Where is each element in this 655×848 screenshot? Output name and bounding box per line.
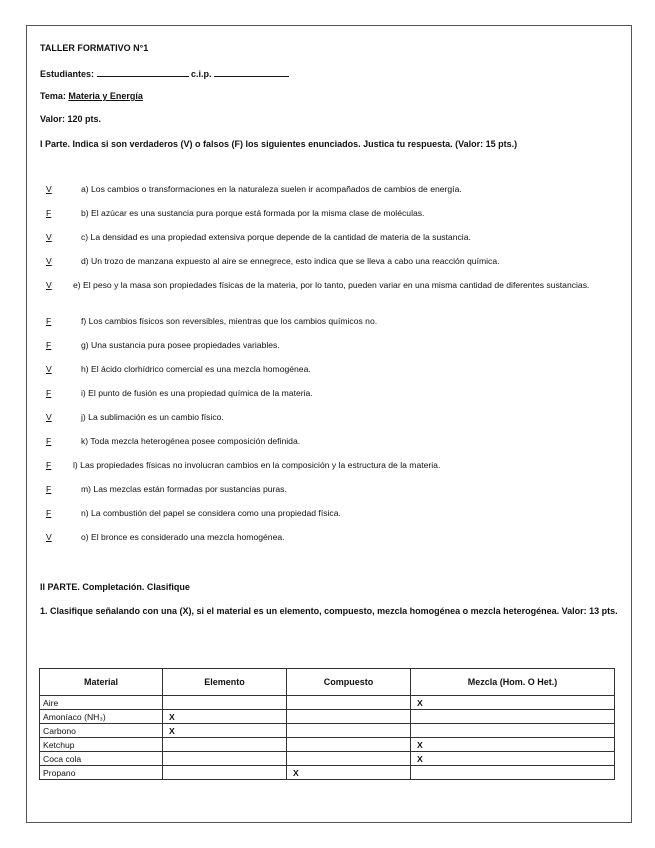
table-row — [40, 724, 615, 738]
col-header-mixture: Mezcla (Hom. O Het.) — [411, 669, 615, 696]
mark-cell[interactable] — [287, 710, 411, 724]
tf-item — [40, 255, 499, 267]
tf-statement: a) Los cambios o transformaciones en la naturaleza suelen ir acompañados de cambios de energía. — [81, 184, 462, 194]
cip-label: c.i.p. — [191, 69, 212, 79]
mark-cell[interactable] — [163, 696, 287, 710]
material-cell: Amoníaco (NH₃) — [40, 710, 163, 724]
col-header-element: Elemento — [163, 669, 287, 696]
tf-statement: k) Toda mezcla heterogénea posee composición definida. — [81, 436, 301, 446]
tf-answer[interactable]: V — [46, 364, 52, 374]
tf-answer[interactable]: F — [46, 388, 52, 398]
tf-statement: e) El peso y la masa son propiedades físicas de la materia, por lo tanto, pueden variar en una misma cantidad de diferentes sustancias. — [73, 280, 590, 290]
table-row — [40, 738, 615, 752]
topic-label: Tema: — [40, 91, 66, 101]
tf-statement: d) Un trozo de manzana expuesto al aire se ennegrece, esto indica que se lleva a cabo una reacción química. — [81, 256, 500, 266]
tf-item — [40, 387, 313, 399]
cip-blank[interactable] — [214, 67, 289, 77]
tf-item — [40, 231, 471, 243]
tf-item — [40, 507, 341, 519]
tf-statement: n) La combustión del papel se considera como una propiedad física. — [81, 508, 341, 518]
students-label: Estudiantes: — [40, 69, 95, 79]
col-header-compound: Compuesto — [287, 669, 411, 696]
classification-table — [39, 668, 615, 780]
tf-answer[interactable]: V — [46, 280, 52, 290]
tf-item — [40, 411, 224, 423]
tf-answer[interactable]: F — [46, 460, 52, 470]
worksheet-title: TALLER FORMATIVO N°1 — [40, 43, 149, 53]
topic-row — [40, 90, 143, 102]
table-row — [40, 710, 615, 724]
tf-answer[interactable]: F — [46, 316, 52, 326]
tf-item — [40, 183, 462, 195]
tf-answer[interactable]: F — [46, 508, 52, 518]
tf-statement: l) Las propiedades físicas no involucran cambios en la composición y la estructura de la materia. — [73, 460, 441, 470]
tf-statement: o) El bronce es considerado una mezcla homogénea. — [81, 532, 285, 542]
table-row — [40, 752, 615, 766]
tf-item — [40, 363, 311, 375]
tf-item — [40, 315, 377, 327]
mark-cell[interactable] — [411, 724, 615, 738]
table-row — [40, 696, 615, 710]
mark-cell[interactable]: X — [411, 738, 615, 752]
value-row — [40, 113, 101, 125]
tf-statement: f) Los cambios físicos son reversibles, mientras que los cambios químicos no. — [81, 316, 378, 326]
mark-cell[interactable] — [287, 752, 411, 766]
mark-cell[interactable] — [287, 738, 411, 752]
part1-heading: I Parte. Indica si son verdaderos (V) o falsos (F) los siguientes enunciados. Justica tu respuesta. (Valor: 15 pts.) — [40, 139, 518, 149]
mark-cell[interactable] — [163, 766, 287, 780]
part2-heading: II PARTE. Completación. Clasifique — [40, 582, 190, 592]
tf-statement: j) La sublimación es un cambio físico. — [81, 412, 224, 422]
mark-cell[interactable] — [411, 766, 615, 780]
tf-answer[interactable]: F — [46, 436, 52, 446]
mark-cell[interactable] — [411, 710, 615, 724]
tf-answer[interactable]: V — [46, 532, 52, 542]
mark-cell[interactable] — [287, 696, 411, 710]
tf-statement: h) El ácido clorhídrico comercial es una mezcla homogénea. — [81, 364, 311, 374]
tf-answer[interactable]: V — [46, 412, 52, 422]
mark-cell[interactable]: X — [411, 752, 615, 766]
tf-answer[interactable]: F — [46, 340, 52, 350]
tf-statement: i) El punto de fusión es una propiedad química de la materia. — [81, 388, 313, 398]
table-row — [40, 766, 615, 780]
tf-item — [40, 531, 285, 543]
part2-instruction: 1. Clasifique señalando con una (X), si el material es un elemento, compuesto, mezcla homogénea o mezcla heterogénea. Valor: 13 pts. — [40, 606, 618, 616]
tf-statement: g) Una sustancia pura posee propiedades variables. — [81, 340, 280, 350]
value-points: 120 pts. — [67, 114, 102, 124]
material-cell: Carbono — [40, 724, 163, 738]
tf-item — [40, 435, 300, 447]
tf-statement: c) La densidad es una propiedad extensiva porque depende de la cantidad de materia de la sustancia. — [81, 232, 471, 242]
material-cell: Aire — [40, 696, 163, 710]
tf-answer[interactable]: V — [46, 232, 52, 242]
tf-answer[interactable]: F — [46, 484, 52, 494]
tf-statement: m) Las mezclas están formadas por sustancias puras. — [81, 484, 287, 494]
tf-statement: b) El azúcar es una sustancia pura porque está formada por la misma clase de moléculas. — [81, 208, 425, 218]
material-cell: Propano — [40, 766, 163, 780]
mark-cell[interactable]: X — [411, 696, 615, 710]
mark-cell[interactable] — [163, 752, 287, 766]
worksheet-page — [26, 25, 632, 823]
students-row — [40, 67, 289, 80]
mark-cell[interactable] — [287, 724, 411, 738]
tf-item — [40, 459, 440, 471]
value-label: Valor: — [40, 114, 66, 124]
tf-answer[interactable]: V — [46, 184, 52, 194]
material-cell: Ketchup — [40, 738, 163, 752]
table-header-row — [40, 669, 615, 696]
tf-item — [40, 339, 280, 351]
mark-cell[interactable]: X — [287, 766, 411, 780]
topic-value: Materia y Energía — [68, 91, 143, 101]
tf-item — [40, 279, 620, 292]
tf-answer[interactable]: F — [46, 208, 52, 218]
mark-cell[interactable] — [163, 738, 287, 752]
col-header-material: Material — [40, 669, 163, 696]
tf-answer[interactable]: V — [46, 256, 52, 266]
mark-cell[interactable]: X — [163, 724, 287, 738]
students-blank[interactable] — [97, 67, 189, 77]
material-cell: Coca cola — [40, 752, 163, 766]
tf-item — [40, 207, 424, 219]
tf-item — [40, 483, 287, 495]
mark-cell[interactable]: X — [163, 710, 287, 724]
